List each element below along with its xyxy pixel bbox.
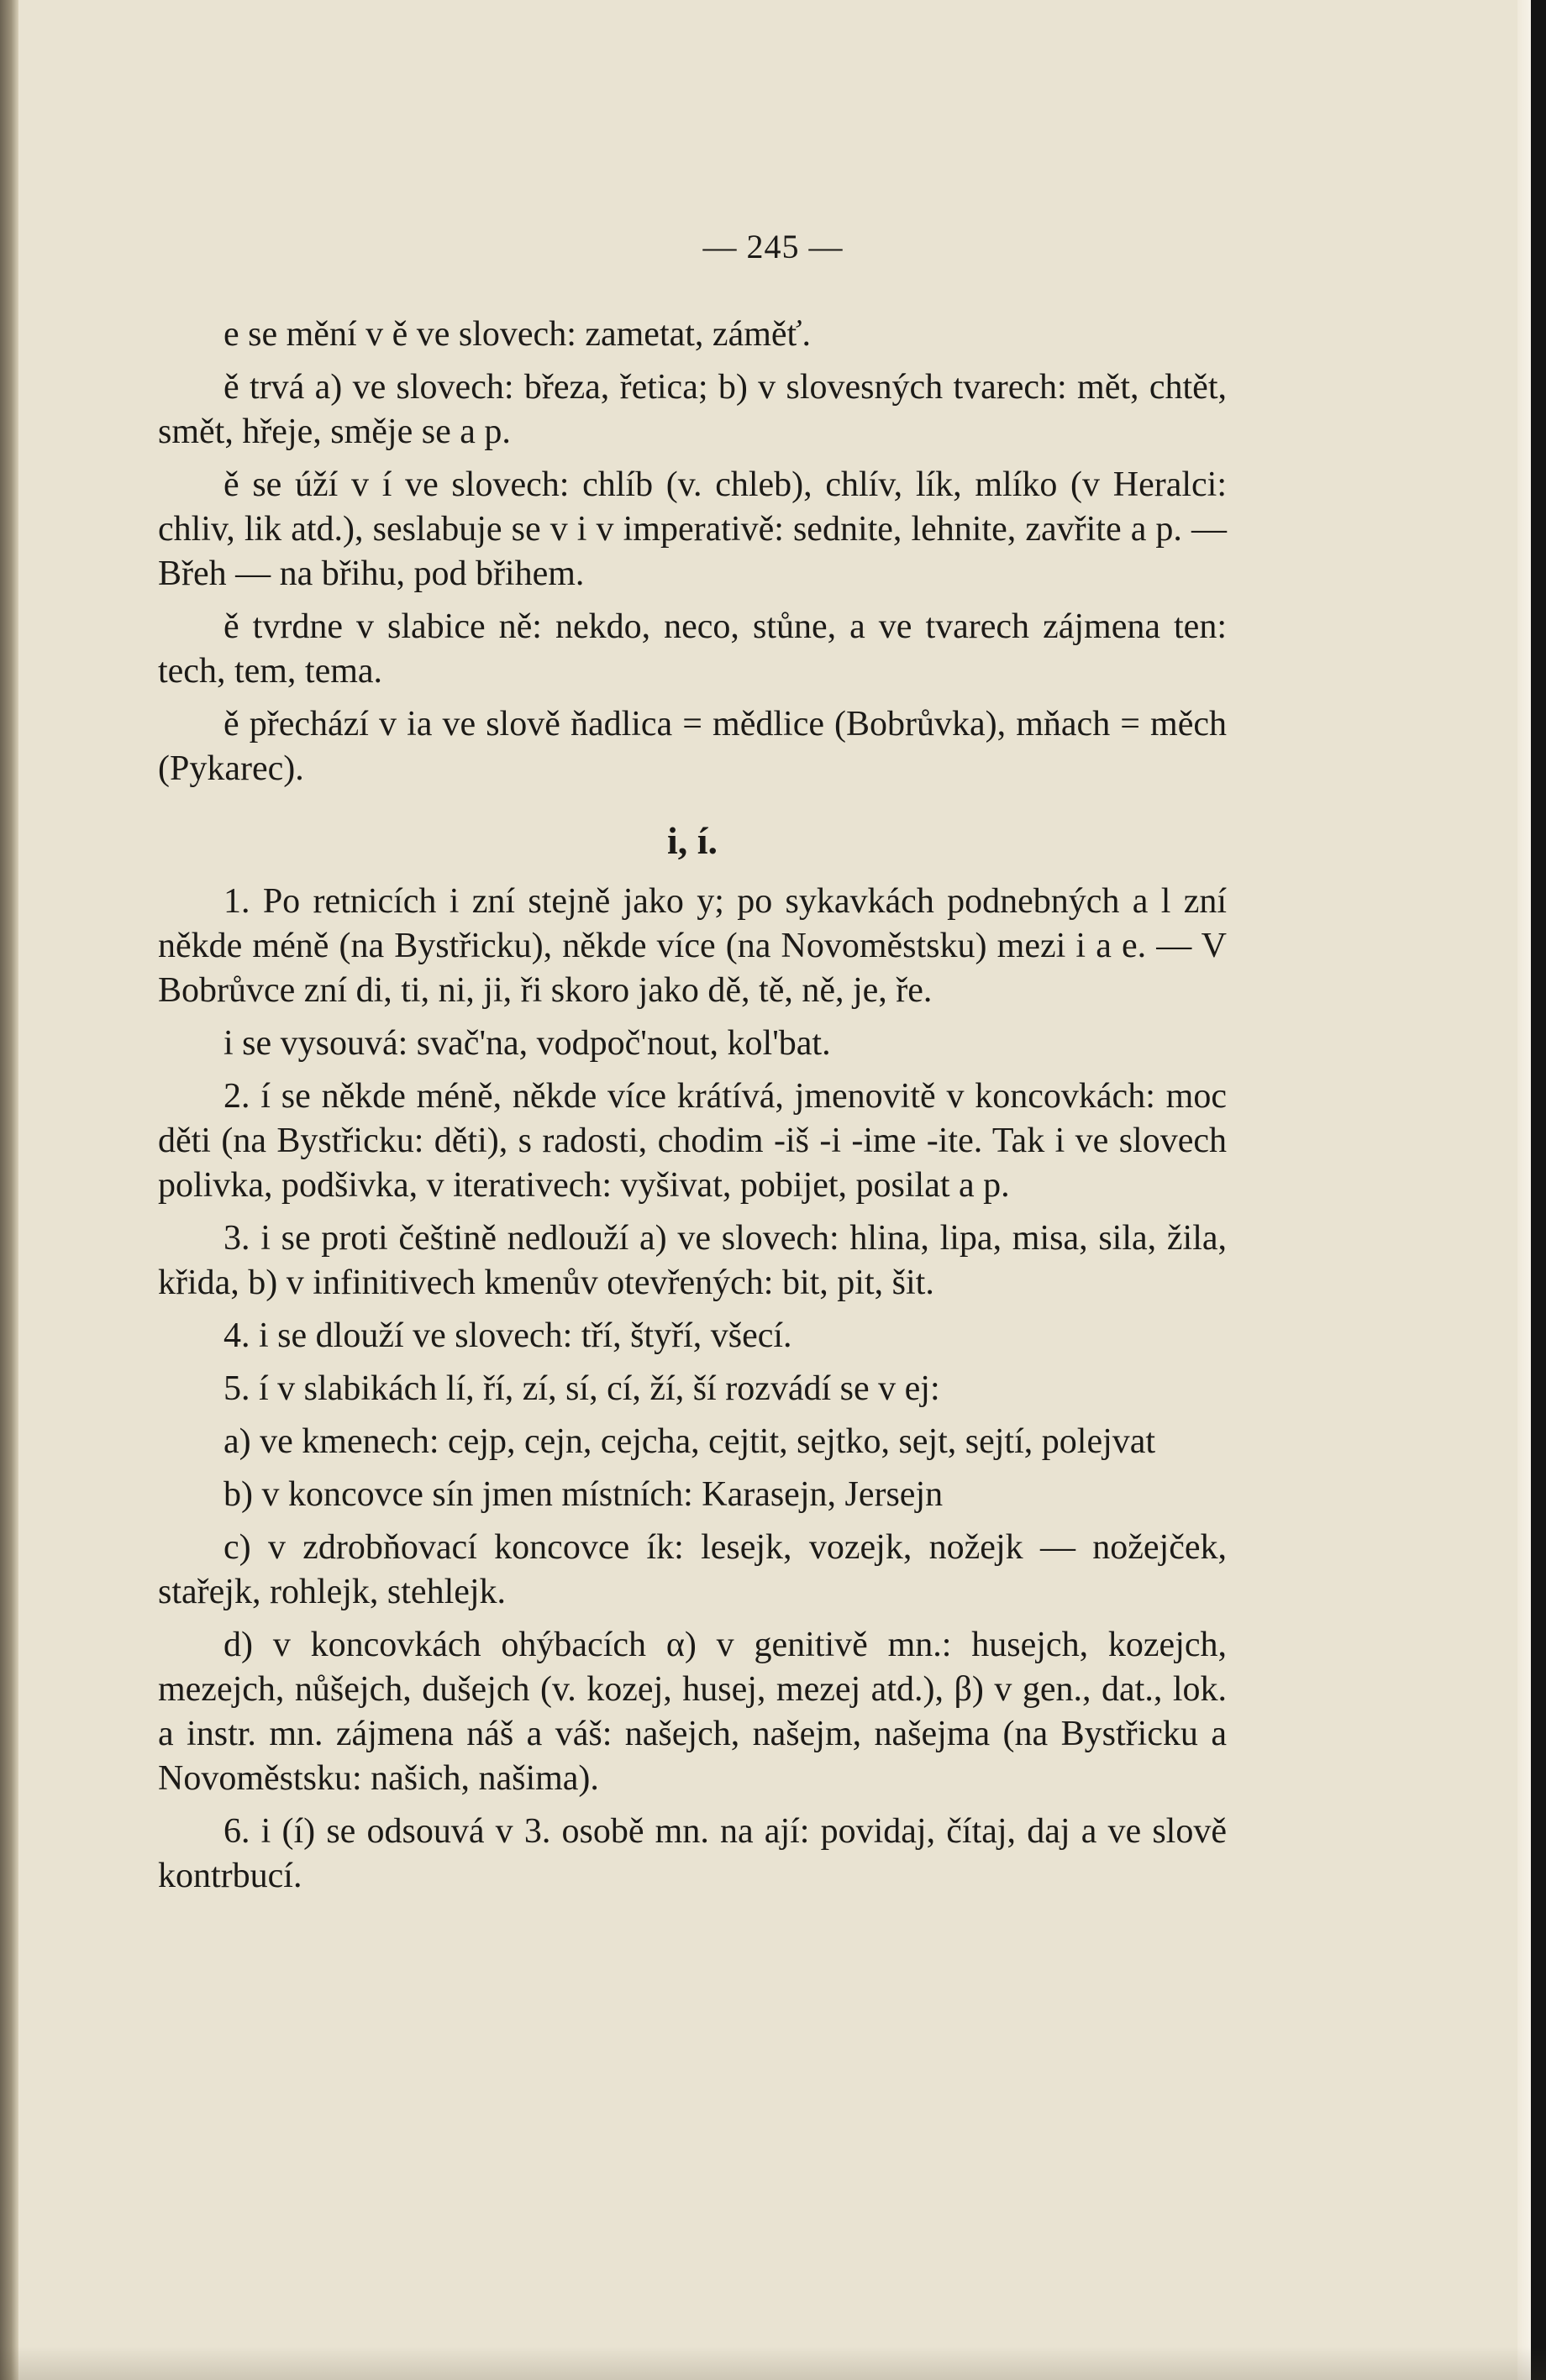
paragraph: 3. i se proti češtině nedlouží a) ve slovech: hlina, lipa, misa, sila, žila, křida, b) v infinitivech kmenův otevřených: bit, pit, šit. [158, 1219, 1227, 1302]
paragraph: ě se úží v í ve slovech: chlíb (v. chleb), chlív, lík, mlíko (v Heralci: chliv, lik atd.), seslabuje se v i v imperativě: sednite, lehnite, zavřite a p. — Břeh — na břihu, pod břihem. [158, 465, 1227, 593]
page-shadow [0, 2346, 1546, 2380]
paragraph: 5. í v slabikách lí, ří, zí, sí, cí, ží, ší rozvádí se v ej: [223, 1369, 940, 1408]
paragraph: ě přechází v ia ve slově ňadlica = mědlice (Bobrůvka), mňach = měch (Pykarec). [158, 705, 1227, 788]
paragraph: d) v koncovkách ohýbacích α) v genitivě mn.: husejch, kozejch, mezejch, nůšejch, dušejch (v. kozej, husej, mezej atd.), β) v gen., dat., lok. a instr. mn. zájmena náš a váš: našejch, našejm, našejma (na Bystřicku a Novoměstsku: našich, našima). [158, 1626, 1227, 1798]
paragraph: e se mění v ě ve slovech: zametat, záměť. [223, 315, 811, 354]
paragraph: c) v zdrobňovací koncovce ík: lesejk, vozejk, nožejk — nožejček, stařejk, rohlejk, stehlejk. [158, 1528, 1227, 1611]
page-edge [1517, 0, 1531, 2380]
paragraph: 2. í se někde méně, někde více krátívá, jmenovitě v koncovkách: moc děti (na Bystřicku: děti), s radosti, chodim -iš -i -ime -ite. Tak i ve slovech polivka, podšivka, v iterativech: vyšivat, pobijet, posilat a p. [158, 1077, 1227, 1205]
paragraph: ě tvrdne v slabice ně: nekdo, neco, stůne, a ve tvarech zájmena ten: tech, tem, tema. [158, 607, 1227, 691]
paragraph: 1. Po retnicích i zní stejně jako y; po sykavkách podnebných a l zní někde méně (na Bystřicku), někde více (na Novoměstsku) mezi i a e. — V Bobrůvce zní di, ti, ni, ji, ři skoro jako dě, tě, ně, je, ře. [158, 882, 1227, 1010]
paragraph: 6. i (í) se odsouvá v 3. osobě mn. na ají: povidaj, čítaj, daj a ve slově kontrbucí. [158, 1812, 1227, 1895]
section-heading: i, í. [666, 819, 718, 862]
paragraph: b) v koncovce sín jmen místních: Karasejn, Jersejn [223, 1475, 944, 1514]
paragraph: a) ve kmenech: cejp, cejn, cejcha, cejtit, sejtko, sejt, sejtí, polejvat [223, 1422, 1156, 1461]
body-text [158, 313, 1227, 1899]
paragraph: i se vysouvá: svač'na, vodpoč'nout, kol'bat. [223, 1024, 831, 1063]
paragraph: 4. i se dlouží ve slovech: tří, štyří, všecí. [223, 1316, 792, 1355]
page-number: — 245 — [702, 228, 844, 265]
binding-shadow [0, 0, 18, 2380]
paragraph: ě trvá a) ve slovech: březa, řetica; b) v slovesných tvarech: mět, chtět, smět, hřeje, směje se a p. [158, 368, 1227, 451]
scan-border [1531, 0, 1546, 2380]
